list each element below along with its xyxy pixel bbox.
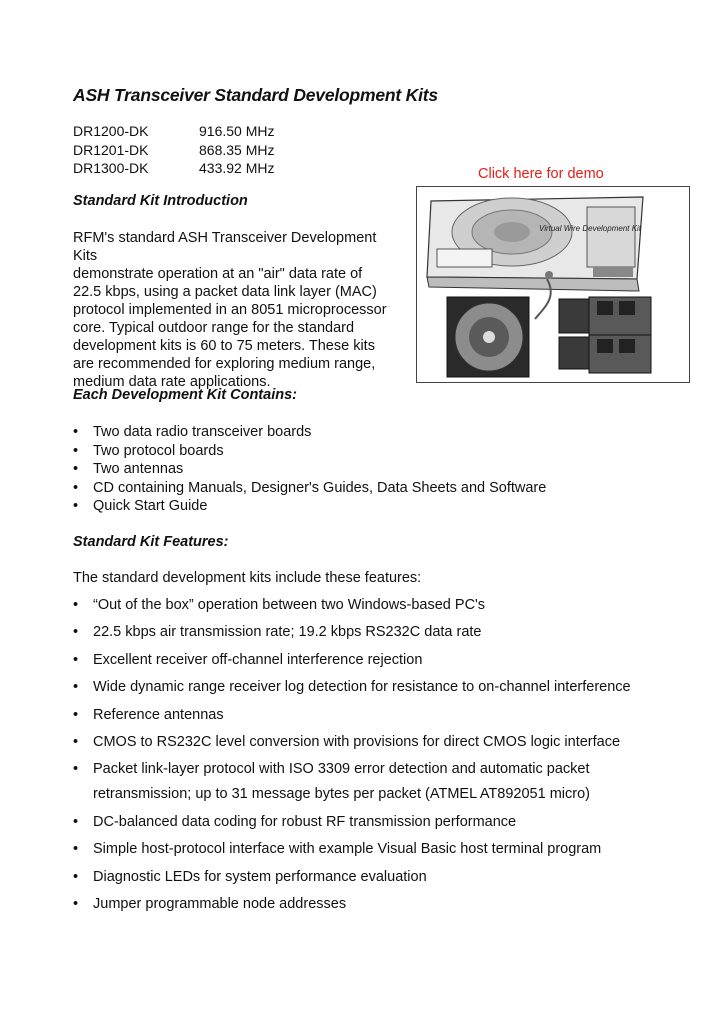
model-code: DR1201-DK [73,141,149,158]
model-frequency: 916.50 MHz [199,123,275,139]
intro-line: demonstrate operation at an "air" data rate of [73,266,363,282]
model-frequency: 868.35 MHz [199,141,275,158]
intro-line: RFM's standard ASH Transceiver Development Kits [73,230,377,264]
list-item: • 22.5 kbps air transmission rate; 19.2 kbps RS232C data rate [73,624,482,641]
list-item: • Jumper programmable node addresses [73,895,347,912]
list-item: • Wide dynamic range receiver log detection for resistance to on-channel interference [73,679,631,696]
kit-photo[interactable] [416,186,690,383]
box-label: Virtual Wire Development Kit [539,224,642,233]
intro-paragraph [73,229,403,391]
model-list [73,122,274,178]
list-item: • Diagnostic LEDs for system performance evaluation [73,868,427,885]
list-item: • Simple host-protocol interface with example Visual Basic host terminal program [73,841,602,858]
list-item: • Two data radio transceiver boards [73,424,312,440]
list-item: • Excellent receiver off-channel interference rejection [73,651,423,668]
model-row [73,159,274,178]
intro-line: are recommended for exploring medium range, [73,356,376,372]
model-row [73,141,274,160]
list-item: • Reference antennas [73,706,224,723]
list-item: • Two antennas [73,461,184,478]
model-frequency: 433.92 MHz [199,160,275,176]
list-item: • DC-balanced data coding for robust RF transmission performance [73,813,517,830]
list-item: • Packet link-layer protocol with ISO 3309 error detection and automatic packet retransmission; up to 31 message bytes per packet (ATMEL AT892051 micro) [73,761,590,803]
model-code: DR1200-DK [73,123,149,139]
features-heading: Standard Kit Features: [73,534,229,550]
list-item: • Two protocol boards [73,442,224,459]
contains-list [73,423,546,516]
contains-heading: Each Development Kit Contains: [73,387,297,403]
model-code: DR1300-DK [73,160,149,176]
intro-line: protocol implemented in an 8051 microprocessor [73,302,387,318]
intro-heading: Standard Kit Introduction [73,193,248,209]
list-item: • “Out of the box” operation between two Windows-based PC's [73,597,486,613]
features-intro: The standard development kits include these features: [73,570,422,586]
page-title: ASH Transceiver Standard Development Kits [73,85,438,105]
features-list [73,593,633,919]
intro-line: core. Typical outdoor range for the standard [73,320,355,336]
intro-line: 22.5 kbps, using a packet data link layer (MAC) [73,284,377,300]
kit-photo-illustration [417,187,689,382]
list-item: • CMOS to RS232C level conversion with provisions for direct CMOS logic interface [73,733,621,750]
model-row [73,122,274,141]
intro-line: medium data rate applications. [73,374,271,390]
intro-line: development kits is 60 to 75 meters. These kits [73,338,375,354]
demo-link[interactable]: Click here for demo [478,166,604,182]
list-item: • CD containing Manuals, Designer's Guides, Data Sheets and Software [73,479,547,496]
list-item: • Quick Start Guide [73,498,208,515]
